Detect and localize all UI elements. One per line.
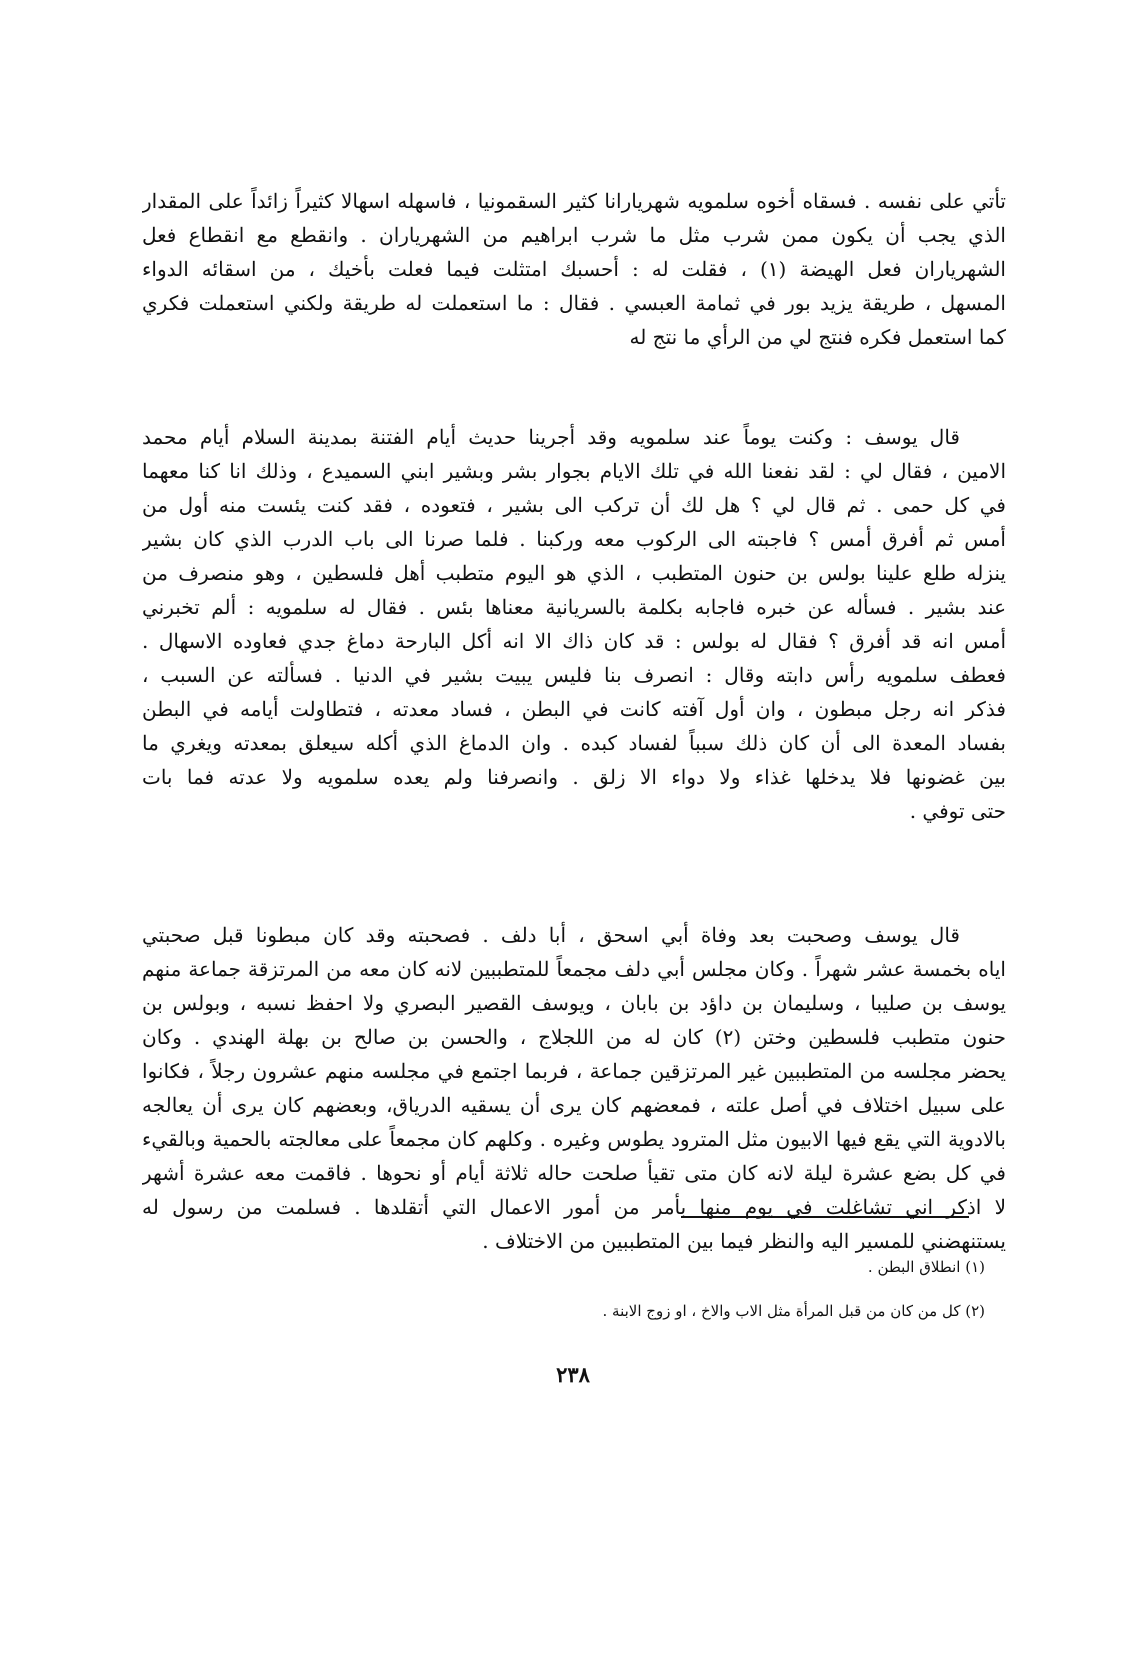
text-line: يوسف بن صليبا ، وسليمان بن داؤد بن بابان ، ويوسف القصير البصري ولا احفظ نسبه ، وبولس بن [142, 991, 1006, 1015]
text-line: ينزله طلع علينا بولس بن حنون المتطبب ، الذي هو اليوم متطبب أهل فلسطين ، وهو منصرف من [142, 561, 1006, 585]
text-line: كما استعمل فكره فنتج لي من الرأي ما نتج له [629, 325, 1006, 349]
text-line: قال يوسف : وكنت يوماً عند سلمويه وقد أجرينا حديث أيام الفتنة بمدينة السلام أيام محمد [142, 425, 960, 449]
paragraph-1 [142, 184, 1006, 354]
footnote-1: (١) انطلاق البطن . [867, 1258, 985, 1276]
text-line: على سبيل اختلاف في أصل علته ، فمعضهم كان يرى أن يسقيه الدرياق، وبعضهم كان يرى أن يعالجه [142, 1093, 1006, 1117]
text-line: يستنهضني للمسير اليه والنظر فيما بين المتطببين من الاختلاف . [482, 1229, 1006, 1253]
text-line: الشهرياران فعل الهيضة (١) ، فقلت له : أحسبك امتثلت فيما فعلت بأخيك ، من اسقائه الدواء [142, 257, 1006, 281]
text-line: فذكر انه رجل مبطون ، وان أول آفته كانت في البطن ، فساد معدته ، فتطاولت أيامه في البطن [142, 697, 1006, 721]
paragraph-2 [142, 420, 1006, 828]
text-line: قال يوسف وصحبت بعد وفاة أبي اسحق ، أبا دلف . فصحبته وقد كان مبطونا قبل صحبتي [142, 923, 960, 947]
text-line: فعطف سلمويه رأس دابته وقال : انصرف بنا فليس يبيت بشير في الدنيا . فسألته عن السبب ، [142, 663, 1006, 687]
paragraph-3 [142, 918, 1006, 1258]
text-line: عند بشير . فسأله عن خبره فاجابه بكلمة بالسريانية معناها بئس . فقال له سلمويه : ألم تخبرني [142, 595, 1006, 619]
text-line: في كل بضع عشرة ليلة لانه كان متى تقيأ صلحت حاله ثلاثة أيام أو نحوها . فاقمت معه عشرة أشهر [142, 1161, 1006, 1185]
footnote-divider [681, 1216, 969, 1218]
text-line: لا اذكر اني تشاغلت في يوم منها بأمر من أمور الاعمال التي أتقلدها . فسلمت من رسول له [142, 1195, 1006, 1219]
text-line: يحضر مجلسه من المتطببين غير المرتزقين جماعة ، فربما اجتمع في مجلسه منهم عشرون رجلاً ، فكانوا [142, 1059, 1006, 1083]
text-line: أمس ثم أفرق أمس ؟ فاجبته الى الركوب معه وركبنا . فلما صرنا الى باب الدرب الذي كان بشير [142, 527, 1006, 551]
text-line: حتى توفي . [909, 799, 1006, 823]
text-line: في كل حمى . ثم قال لي ؟ هل لك أن تركب الى بشير ، فتعوده ، فقد كنت يئست منه أول من [142, 493, 1006, 517]
text-line: اياه بخمسة عشر شهراً . وكان مجلس أبي دلف مجمعاً للمتطببين لانه كان معه من المرتزقة جماعة منهم [142, 957, 1006, 981]
text-line: أمس انه قد أفرق ؟ فقال له بولس : قد كان ذاك الا انه أكل البارحة دماغ جدي فعاوده الاسهال . [142, 629, 1006, 653]
page-number: ٢٣٨ [556, 1362, 590, 1387]
footnotes [300, 1250, 985, 1328]
text-line: بين غضونها فلا يدخلها غذاء ولا دواء الا زلق . وانصرفنا ولم يعده سلمويه ولا عدته فما بات [142, 765, 1006, 789]
text-line: بالادوية التي يقع فيها الابيون مثل المترود يطوس وغيره . وكلهم كان مجمعاً على معالجته بالحمية وبالقيء [142, 1127, 1006, 1151]
text-line: الذي يجب أن يكون ممن شرب مثل ما شرب ابراهيم من الشهرياران . وانقطع مع انقطاع فعل [142, 223, 1006, 247]
footnote-2: (٢) كل من كان من قبل المرأة مثل الاب والاخ ، او زوج الابنة . [602, 1302, 985, 1320]
text-line: حنون متطبب فلسطين وختن (٢) كان له من اللجلاج ، والحسن بن صالح بن بهلة الهندي . وكان [142, 1025, 1006, 1049]
text-line: تأتي على نفسه . فسقاه أخوه سلمويه شهريارانا كثير السقمونيا ، فاسهله اسهالا كثيراً زائداً على المقدار [142, 189, 1006, 213]
text-line: الامين ، فقال لي : لقد نفعنا الله في تلك الايام بجوار بشر وبشير ابني السميدع ، وذلك انا كنا معهما [142, 459, 1006, 483]
text-line: المسهل ، طريقة يزيد بور في ثمامة العبسي . فقال : ما استعملت له طريقة ولكني استعملت فكري [142, 291, 1006, 315]
text-line: بفساد المعدة الى أن كان ذلك سبباً لفساد كبده . وان الدماغ الذي أكله سيعلق بمعدته ويغري ما [142, 731, 1006, 755]
